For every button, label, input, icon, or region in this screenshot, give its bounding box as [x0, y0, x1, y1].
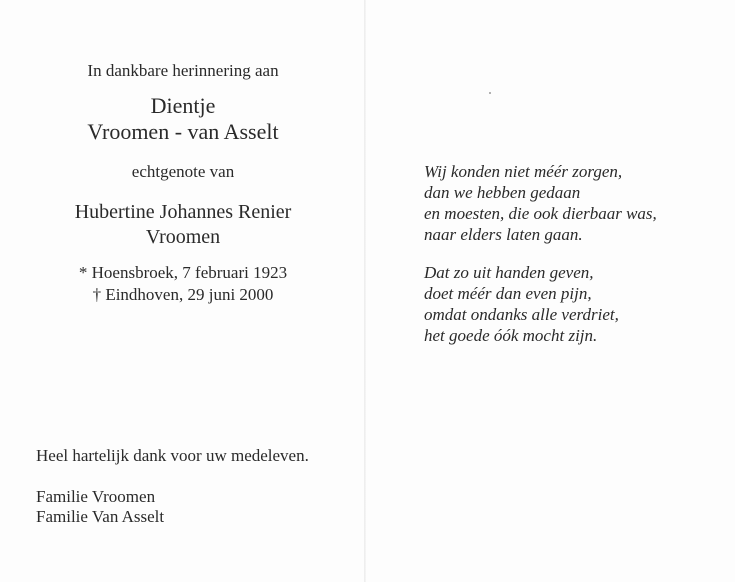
paper-speck	[489, 92, 491, 94]
relation-text: echtgenote van	[131, 162, 235, 181]
deceased-surname: Vroomen - van Asselt	[87, 119, 279, 144]
poem-line: doet méér dan even pijn,	[424, 284, 592, 303]
deceased-first-name: Dientje	[150, 93, 216, 118]
poem-line: naar elders laten gaan.	[424, 225, 583, 244]
spouse-given-names: Hubertine Johannes Renier	[74, 201, 292, 223]
poem-line: het goede óók mocht zijn.	[424, 326, 598, 345]
poem-line: en moesten, die ook dierbaar was,	[424, 204, 657, 223]
family-van-asselt: Familie Van Asselt	[36, 507, 165, 526]
poem-line: Dat zo uit handen geven,	[424, 263, 594, 282]
poem-line: Wij konden niet méér zorgen,	[424, 162, 623, 181]
birth-line: * Hoensbroek, 7 februari 1923	[78, 263, 288, 282]
thanks-text: Heel hartelijk dank voor uw medeleven.	[36, 446, 309, 465]
intro-text: In dankbare herinnering aan	[87, 61, 279, 80]
poem-line: omdat ondanks alle verdriet,	[424, 305, 619, 324]
poem-line: dan we hebben gedaan	[424, 183, 581, 202]
spouse-surname: Vroomen	[145, 226, 221, 248]
family-vroomen: Familie Vroomen	[36, 487, 156, 506]
death-line: † Eindhoven, 29 juni 2000	[92, 285, 274, 304]
